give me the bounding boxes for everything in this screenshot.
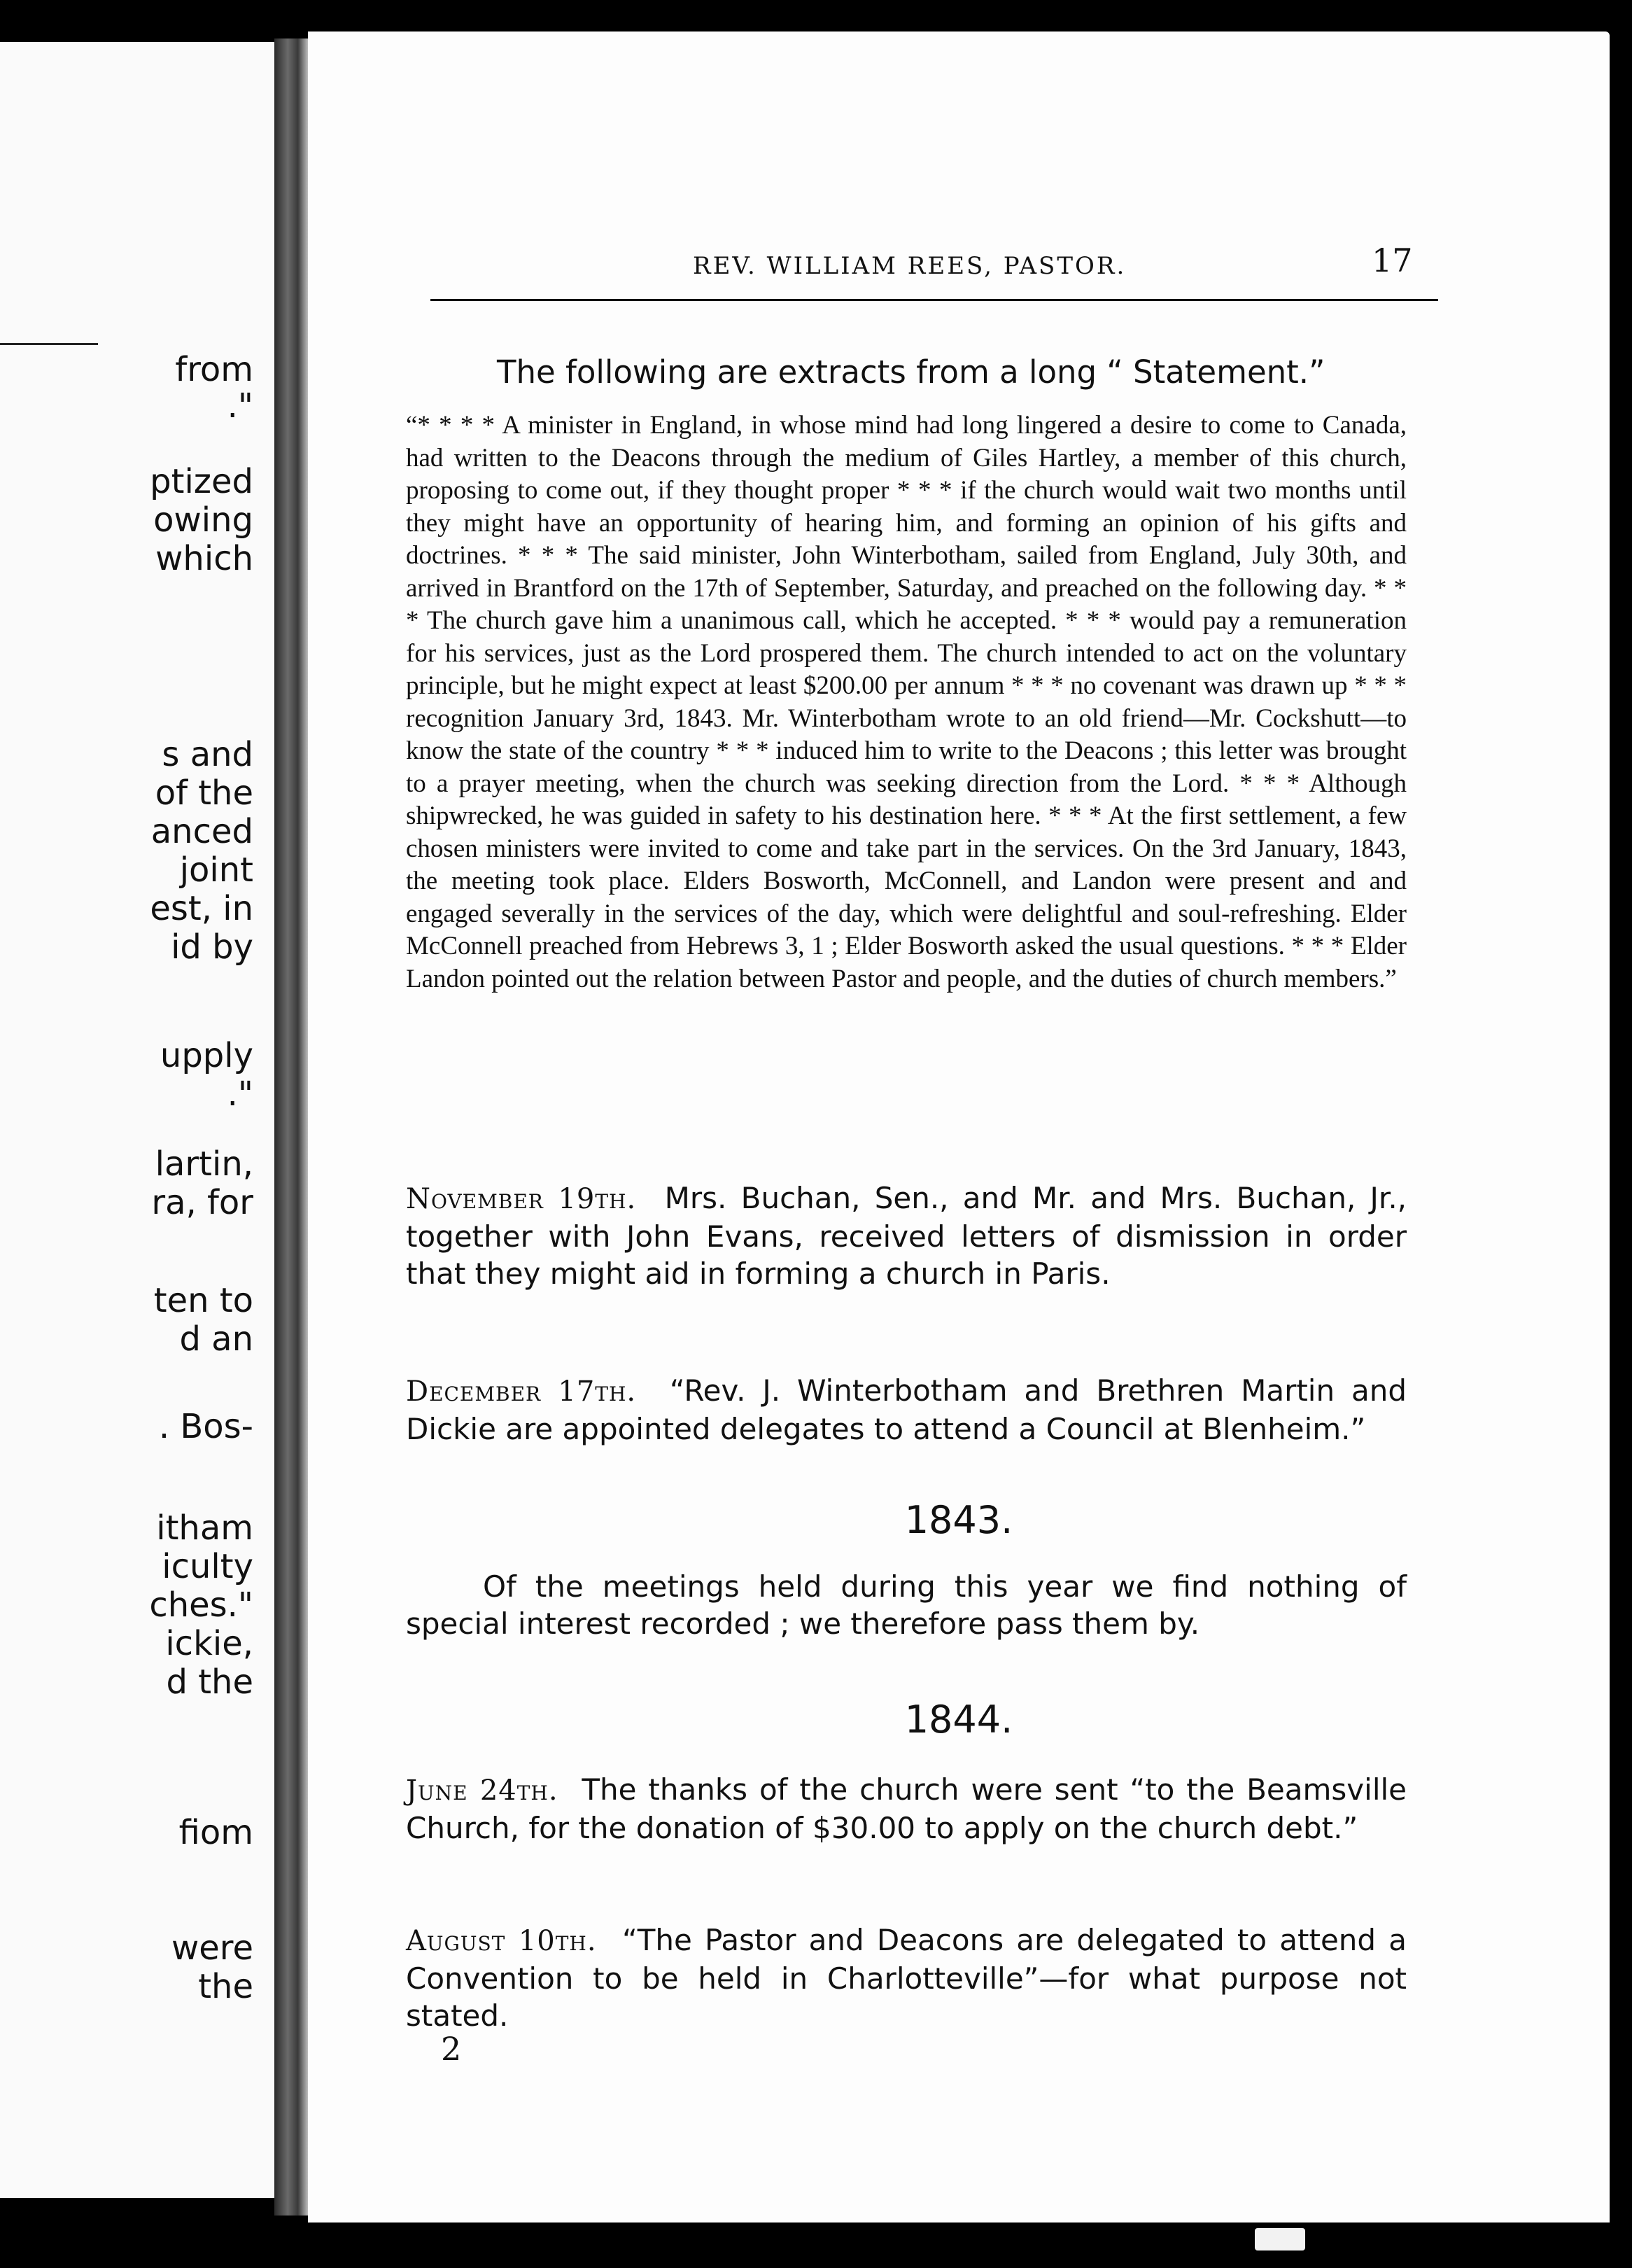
left-line: itham [156, 1508, 253, 1548]
book-gutter [274, 38, 308, 2216]
header-rule [430, 299, 1438, 301]
paragraph-1843: Of the meetings held during this year we find nothing of special interest recorded ; we therefore pass them by. [406, 1569, 1407, 1641]
left-line: owing [153, 500, 253, 540]
left-line: were [171, 1928, 253, 1968]
extract-heading: The following are extracts from a long “ Statement.” [497, 354, 1325, 391]
left-line: ." [227, 386, 253, 426]
left-line: id by [171, 927, 253, 967]
running-head: REV. WILLIAM REES, PASTOR. [693, 252, 1127, 280]
left-line: ra, for [151, 1183, 253, 1222]
entry-text: The thanks of the church were sent “to the Beamsville Church, for the donation of $30.00 to apply on the church debt.” [406, 1772, 1407, 1845]
left-line: . Bos- [158, 1407, 253, 1446]
left-line: ten to [153, 1281, 253, 1320]
left-line: ." [227, 1074, 253, 1114]
left-line: of the [155, 774, 253, 813]
entry-november-19 [406, 1180, 1407, 1292]
left-line: ches." [149, 1586, 253, 1625]
scan-stamp-mark [1255, 2228, 1305, 2250]
left-line: ickie, [165, 1624, 253, 1663]
left-line: iculty [162, 1547, 253, 1586]
left-line: from [175, 350, 253, 389]
left-line: anced [150, 812, 253, 851]
left-line: est, in [150, 889, 253, 928]
entry-date: November 19th. [406, 1183, 637, 1215]
entry-date: August 10th. [406, 1925, 597, 1957]
left-line: upply [160, 1036, 253, 1075]
left-line: the [198, 1967, 253, 2006]
entry-text: “The Pastor and Deacons are delegated to attend a Convention to be held in Charlotteville”—for what purpose not stated. [406, 1923, 1407, 2033]
entry-december-17 [406, 1372, 1407, 1448]
page-number: 17 [1372, 241, 1413, 279]
left-line: s and [162, 735, 253, 774]
signature-mark: 2 [441, 2030, 462, 2068]
left-line: which [155, 539, 253, 578]
year-heading-1844: 1844. [904, 1698, 1013, 1742]
left-line: ptized [150, 462, 253, 501]
entry-date: June 24th. [406, 1774, 558, 1807]
left-facing-page [0, 42, 274, 2198]
entry-text: Mrs. Buchan, Sen., and Mr. and Mrs. Buchan, Jr., together with John Evans, received letters of dismission in order that they might aid in forming a church in Paris. [406, 1181, 1407, 1291]
left-line: joint [179, 850, 253, 890]
left-line: d an [179, 1320, 253, 1359]
entry-text: “Rev. J. Winterbotham and Brethren Martin and Dickie are appointed delegates to attend a Council at Blenheim.” [406, 1373, 1407, 1446]
right-page [308, 31, 1610, 2222]
entry-date: December 17th. [406, 1376, 637, 1408]
left-line: d the [166, 1662, 253, 1702]
entry-june-24 [406, 1771, 1407, 1847]
entry-august-10 [406, 1921, 1407, 2034]
left-line: fiom [178, 1813, 253, 1852]
statement-extract: “* * * * A minister in England, in whose mind had long lingered a desire to come to Canada, had written to the Deacons through the medium of Giles Hartley, a member of this church, proposing to come out, if they thought proper * * * if the church would wait two months until they might have an opportunity of hearing him, and forming an opinion of his gifts and doctrines. * * * The said minister, John Winterbotham, sailed from England, July 30th, and arrived in Brantford on the 17th of September, Saturday, and preached on the following day. * * * The church gave him a unanimous call, which he accepted. * * * would pay a remuneration for his services, just as the Lord prospered them. The church intended to act on the voluntary principle, but he might expect at least $200.00 per annum * * * no covenant was drawn up * * * recognition January 3rd, 1843. Mr. Winterbotham wrote to an old friend—Mr. Cockshutt—to know the state of the country * * * induced him to write to the Deacons ; this letter was brought to a prayer meeting, when the church was seeking direction from the Lord. * * * Although shipwrecked, he was guided in safety to his destination here. * * * At the first settlement, a few chosen ministers were invited to come and take part in the services. On the 3rd January, 1843, the meeting took place. Elders Bosworth, McConnell, and Landon were present and and engaged severally in the services of the day, which were delightful and soul-refreshing. Elder McConnell preached from Hebrews 3, 1 ; Elder Bosworth asked the usual questions. * * * Elder Landon pointed out the relation between Pastor and people, and the duties of church members.” [406, 411, 1407, 993]
left-page-header-rule [0, 343, 98, 345]
year-heading-1843: 1843. [904, 1498, 1013, 1542]
left-line: lartin, [155, 1144, 253, 1184]
